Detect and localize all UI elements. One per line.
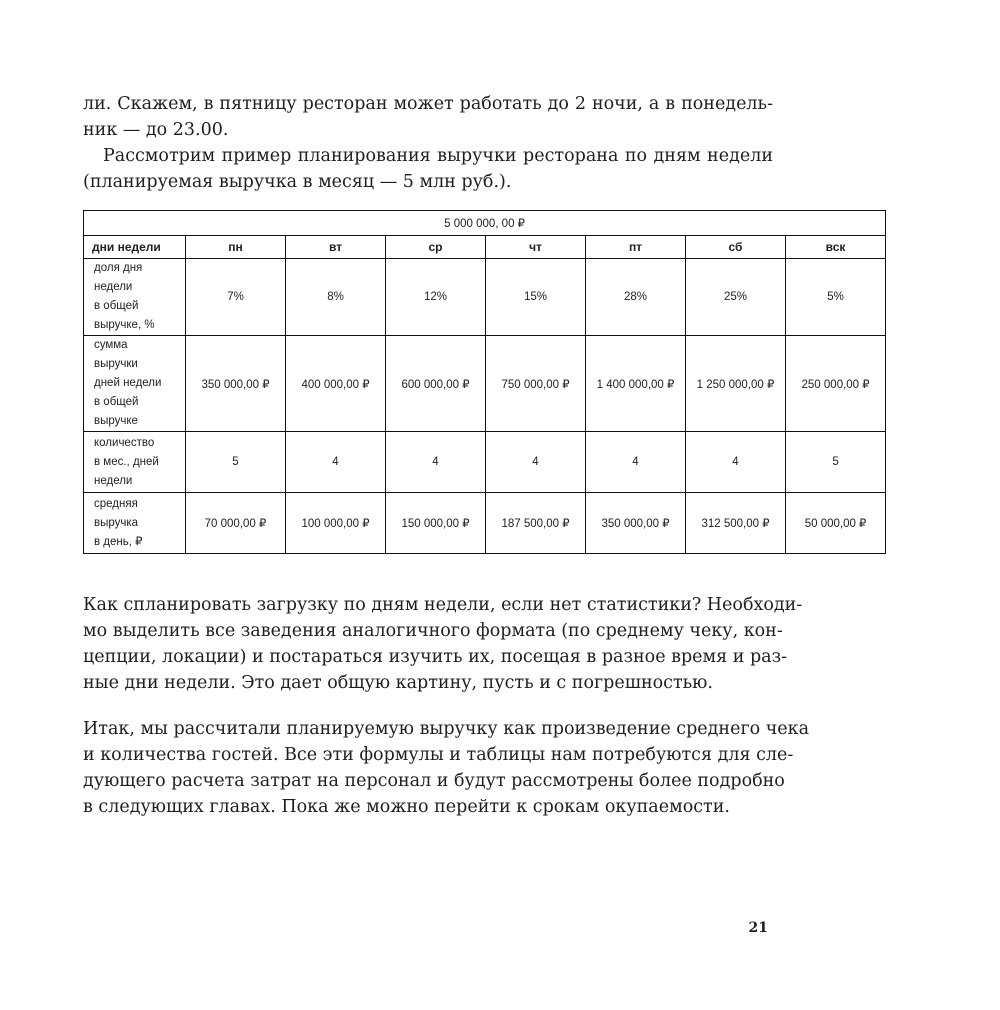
row-label bbox=[84, 493, 186, 554]
table-cell: 25% bbox=[686, 259, 786, 336]
paragraph-table-intro bbox=[83, 143, 773, 195]
table-row-average bbox=[84, 493, 886, 554]
row-label-line: в мес., дней bbox=[94, 455, 159, 468]
header-day: пн bbox=[186, 236, 286, 259]
table-cell: 28% bbox=[586, 259, 686, 336]
text-line: Рассмотрим пример планирования выручки ресторана по дням недели bbox=[103, 146, 773, 166]
paragraph-conclusion bbox=[83, 716, 810, 820]
table-cell: 312 500,00 ₽ bbox=[686, 493, 786, 554]
table-cell: 15% bbox=[486, 259, 586, 336]
text-line: цепции, локации) и постараться изучить их, посещая в разное время и раз- bbox=[83, 647, 788, 667]
revenue-by-weekday-table bbox=[83, 210, 886, 554]
table-cell: 5 bbox=[186, 432, 286, 493]
table-cell: 350 000,00 ₽ bbox=[586, 493, 686, 554]
row-label bbox=[84, 432, 186, 493]
table-cell: 7% bbox=[186, 259, 286, 336]
header-day: вск bbox=[786, 236, 886, 259]
row-label bbox=[84, 259, 186, 336]
text-line: и количества гостей. Все эти формулы и таблицы нам потребуются для сле- bbox=[83, 745, 794, 765]
text-line: Как спланировать загрузку по дням недели, если нет статистики? Необходи- bbox=[83, 595, 803, 615]
row-label-line: выручки bbox=[94, 358, 138, 370]
row-label-line: в общей bbox=[94, 396, 139, 408]
table-cell: 4 bbox=[686, 432, 786, 493]
table-cell: 8% bbox=[286, 259, 386, 336]
row-label-line: выручке bbox=[94, 415, 138, 427]
table-cell: 4 bbox=[586, 432, 686, 493]
row-label-line: недели bbox=[94, 281, 133, 293]
table-cell: 4 bbox=[286, 432, 386, 493]
table-cell: 4 bbox=[386, 432, 486, 493]
table-row-sum bbox=[84, 336, 886, 432]
row-label-line: количество bbox=[94, 436, 155, 449]
table-cell: 250 000,00 ₽ bbox=[786, 336, 886, 432]
table-row-share bbox=[84, 259, 886, 336]
table-cell: 1 250 000,00 ₽ bbox=[686, 336, 786, 432]
row-label-line: недели bbox=[94, 474, 133, 487]
row-label-line: в день, ₽ bbox=[94, 535, 143, 548]
table-cell: 187 500,00 ₽ bbox=[486, 493, 586, 554]
table-cell: 600 000,00 ₽ bbox=[386, 336, 486, 432]
header-day: вт bbox=[286, 236, 386, 259]
text-line: ник — до 23.00. bbox=[83, 120, 229, 140]
text-line: ные дни недели. Это дает общую картину, пусть и с погрешностью. bbox=[83, 673, 713, 693]
table-cell: 150 000,00 ₽ bbox=[386, 493, 486, 554]
row-label bbox=[84, 336, 186, 432]
table-cell: 5 bbox=[786, 432, 886, 493]
table-header-row bbox=[84, 236, 886, 259]
row-label-line: выручка bbox=[94, 516, 139, 529]
header-day: пт bbox=[586, 236, 686, 259]
row-label-line: выручке, % bbox=[94, 319, 155, 331]
paragraph-continuation bbox=[83, 91, 773, 143]
table-cell: 12% bbox=[386, 259, 486, 336]
table-cell: 50 000,00 ₽ bbox=[786, 493, 886, 554]
table-total-revenue: 5 000 000, 00 ₽ bbox=[84, 211, 886, 236]
text-line: дующего расчета затрат на персонал и будут рассмотрены более подробно bbox=[83, 771, 785, 791]
table-cell: 1 400 000,00 ₽ bbox=[586, 336, 686, 432]
header-day: сб bbox=[686, 236, 786, 259]
table-cell: 5% bbox=[786, 259, 886, 336]
text-line: ли. Скажем, в пятницу ресторан может работать до 2 ночи, а в понедель- bbox=[83, 94, 773, 114]
header-day: чт bbox=[486, 236, 586, 259]
table-cell: 100 000,00 ₽ bbox=[286, 493, 386, 554]
table-row-count bbox=[84, 432, 886, 493]
table-cell: 4 bbox=[486, 432, 586, 493]
row-label-line: доля дня bbox=[94, 262, 143, 274]
table-cell: 750 000,00 ₽ bbox=[486, 336, 586, 432]
paragraph-load-planning bbox=[83, 592, 803, 696]
table-cell: 350 000,00 ₽ bbox=[186, 336, 286, 432]
table-cell: 400 000,00 ₽ bbox=[286, 336, 386, 432]
row-label-line: дней недели bbox=[94, 377, 162, 389]
text-line: мо выделить все заведения аналогичного формата (по среднему чеку, кон- bbox=[83, 621, 783, 641]
table-cell: 70 000,00 ₽ bbox=[186, 493, 286, 554]
text-line: Итак, мы рассчитали планируемую выручку как произведение среднего чека bbox=[83, 719, 810, 739]
row-label-line: сумма bbox=[94, 339, 128, 351]
header-row-label: дни недели bbox=[84, 236, 186, 259]
row-label-line: средняя bbox=[94, 497, 138, 510]
header-day: ср bbox=[386, 236, 486, 259]
text-line: в следующих главах. Пока же можно перейти к срокам окупаемости. bbox=[83, 797, 730, 817]
page-number: 21 bbox=[748, 920, 768, 936]
row-label-line: в общей bbox=[94, 300, 139, 312]
text-line: (планируемая выручка в месяц — 5 млн руб.). bbox=[83, 172, 512, 192]
